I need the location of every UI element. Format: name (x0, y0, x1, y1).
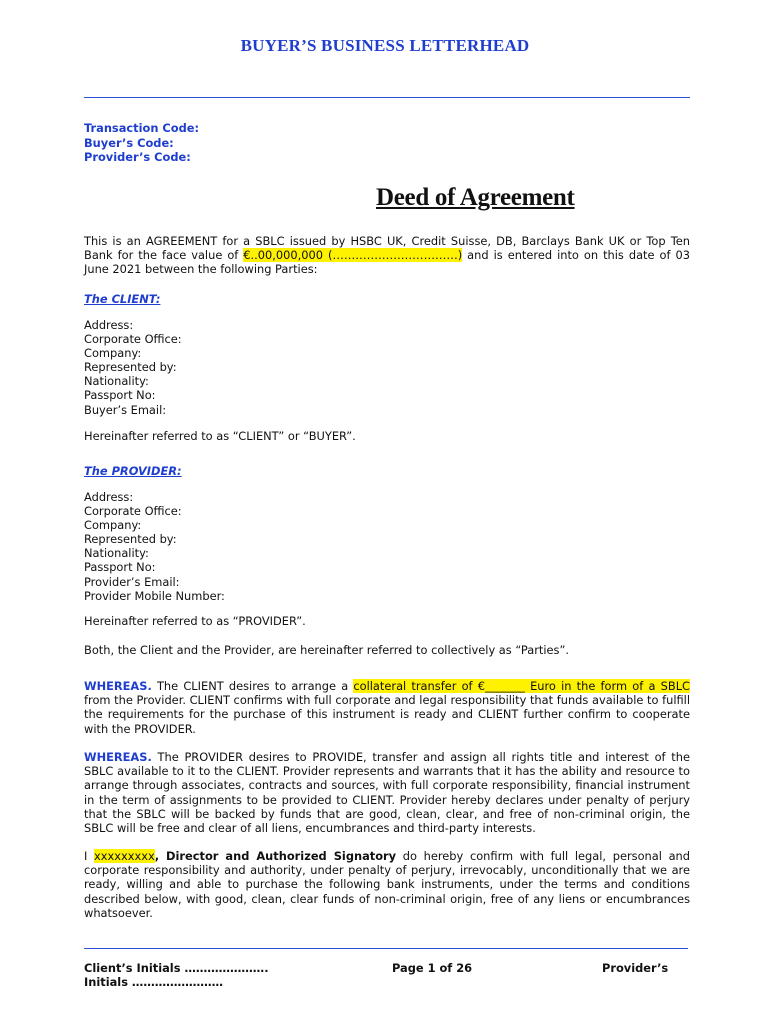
document-title: Deed of Agreement (376, 184, 575, 211)
declaration-paragraph (84, 849, 690, 920)
whereas1-text-1: The CLIENT desires to arrange a (151, 679, 354, 693)
client-initials: Client’s Initials …………………. (84, 961, 269, 975)
provider-heading: The PROVIDER: (84, 464, 182, 478)
collateral-highlight: collateral transfer of €_______ Euro in the form of a SBLC (353, 679, 690, 693)
intro-paragraph (84, 234, 690, 277)
whereas-provider-paragraph (84, 750, 690, 835)
client-field: Passport No: (84, 388, 156, 403)
provider-field: Nationality: (84, 546, 149, 561)
letterhead-title: BUYER’S BUSINESS LETTERHEAD (240, 36, 530, 55)
whereas-label: WHEREAS. (84, 679, 152, 693)
declaration-prefix: I (84, 849, 95, 863)
provider-field: Provider Mobile Number: (84, 588, 225, 603)
client-fields (84, 318, 182, 417)
provider-field: Company: (84, 518, 142, 533)
declaration-text: do hereby confirm with full legal, personal and corporate responsibility and authority, under penalty of perjury, irrevocably, unconditionally that we are ready, willing and able to purchase the following bank instruments, under the terms and conditions described below, with good, clean, clear funds of non-criminal origin, free of any liens or encumbrances whatsoever. (84, 849, 690, 920)
provider-field: Corporate Office: (84, 504, 182, 519)
parties-sentence: Both, the Client and the Provider, are hereinafter referred to collectively as “Parties”. (84, 643, 570, 657)
transaction-code-label: Transaction Code: (84, 121, 200, 135)
signatory-role: , Director and Authorized Signatory (154, 849, 397, 863)
intro-text-2: and is entered into on this date of 03 June 2021 between the following Parties: (84, 248, 690, 277)
header-divider (84, 97, 690, 98)
client-field: Buyer’s Email: (84, 402, 167, 417)
client-referred-text: Hereinafter referred to as “CLIENT” or “BUYER”. (84, 429, 356, 443)
client-field: Nationality: (84, 374, 149, 389)
provider-initials: Initials …………………… (84, 975, 224, 989)
whereas-client-paragraph (84, 679, 690, 736)
provider-field: Provider’s Email: (84, 574, 180, 589)
provider-fields (84, 490, 225, 603)
face-value-highlight: €..00,000,000 (……………………………) (243, 248, 463, 263)
reference-codes (84, 121, 199, 165)
provider-field: Address: (84, 490, 134, 504)
provider-referred-text: Hereinafter referred to as “PROVIDER”. (84, 614, 306, 628)
provider-field: Represented by: (84, 532, 177, 547)
client-field: Corporate Office: (84, 332, 182, 347)
whereas1-text-2: from the Provider. CLIENT confirms with full corporate and legal responsibility that funds available to fulfill the requirements for the purchase of this instrument is ready and CLIENT further confirm to cooperate with the PROVIDER. (84, 693, 690, 736)
whereas-label: WHEREAS. (84, 750, 152, 764)
provider-label: Provider’s (602, 961, 669, 975)
page-number: Page 1 of 26 (392, 961, 473, 975)
whereas2-text: The PROVIDER desires to PROVIDE, transfer and assign all rights title and interest of the SBLC available to it to the CLIENT. Provider represents and warrants that it has the ability and resource to arrange through associates, contracts and sources, with full corporate responsibility, financial instrument in the term of assignments to be provided to CLIENT. Provider hereby declares under penalty of perjury that the SBLC will be backed by funds that are good, clean, clear, and free of non-criminal origin, the SBLC will be free and clear of all liens, encumbrances and third-party interests. (84, 750, 690, 836)
buyer-code-label: Buyer’s Code: (84, 135, 174, 150)
client-field: Represented by: (84, 360, 177, 375)
provider-field: Passport No: (84, 560, 156, 575)
client-heading: The CLIENT: (84, 292, 161, 306)
client-field: Address: (84, 318, 134, 332)
provider-code-label: Provider’s Code: (84, 150, 191, 164)
intro-text-1: This is an AGREEMENT for a SBLC issued by HSBC UK, Credit Suisse, DB, Barclays Bank UK or Top Ten Bank for the face value of (84, 234, 690, 263)
signatory-name-highlight: xxxxxxxxx (94, 849, 155, 863)
footer-divider (84, 948, 688, 949)
client-field: Company: (84, 346, 142, 361)
